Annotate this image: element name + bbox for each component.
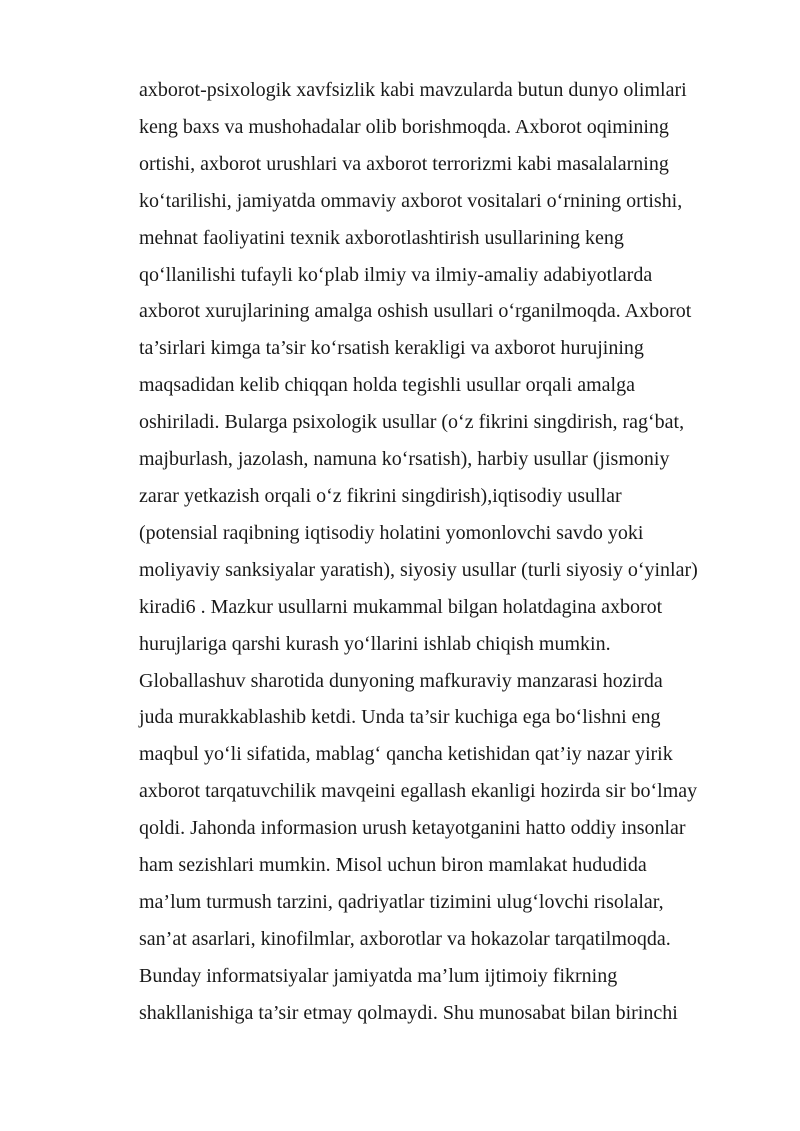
text-line: qo‘llanilishi tufayli ko‘plab ilmiy va ilmiy-amaliy adabiyotlarda bbox=[139, 263, 653, 286]
text-line: oshiriladi. Bularga psixologik usullar (o‘z fikrini singdirish, rag‘bat, bbox=[139, 411, 685, 434]
text-line: Globallashuv sharotida dunyoning mafkuraviy manzarasi hozirda bbox=[139, 669, 663, 692]
text-line: mehnat faoliyatini texnik axborotlashtirish usullarining keng bbox=[139, 226, 624, 249]
text-line: juda murakkablashib ketdi. Unda ta’sir kuchiga ega bo‘lishni eng bbox=[139, 706, 661, 729]
text-line: qoldi. Jahonda informasion urush ketayotganini hatto oddiy insonlar bbox=[139, 817, 686, 840]
text-line: ko‘tarilishi, jamiyatda ommaviy axborot vositalari o‘rnining ortishi, bbox=[139, 189, 683, 212]
text-line: ortishi, axborot urushlari va axborot terrorizmi kabi masalalarning bbox=[139, 152, 669, 175]
text-line: ham sezishlari mumkin. Misol uchun biron mamlakat hududida bbox=[139, 854, 647, 877]
text-line: ta’sirlari kimga ta’sir ko‘rsatish kerakligi va axborot hurujining bbox=[139, 337, 644, 360]
text-line: Bunday informatsiyalar jamiyatda ma’lum ijtimoiy fikrning bbox=[139, 964, 618, 987]
text-line: san’at asarlari, kinofilmlar, axborotlar va hokazolar tarqatilmoqda. bbox=[139, 927, 671, 950]
body-paragraph bbox=[139, 72, 759, 1032]
text-line: hurujlariga qarshi kurash yo‘llarini ishlab chiqish mumkin. bbox=[139, 632, 611, 655]
text-line: maqbul yo‘li sifatida, mablag‘ qancha ketishidan qat’iy nazar yirik bbox=[139, 743, 673, 766]
text-line: keng baxs va mushohadalar olib borishmoqda. Axborot oqimining bbox=[139, 115, 669, 138]
text-line: axborot-psixologik xavfsizlik kabi mavzularda butun dunyo olimlari bbox=[139, 79, 687, 101]
text-line: axborot xurujlarining amalga oshish usullari o‘rganilmoqda. Axborot bbox=[139, 300, 692, 323]
text-line: zarar yetkazish orqali o‘z fikrini singdirish),iqtisodiy usullar bbox=[139, 484, 622, 507]
text-line: ma’lum turmush tarzini, qadriyatlar tizimini ulug‘lovchi risolalar, bbox=[139, 890, 664, 913]
text-line: shakllanishiga ta’sir etmay qolmaydi. Shu munosabat bilan birinchi bbox=[139, 1001, 678, 1024]
text-line: axborot tarqatuvchilik mavqeini egallash ekanligi hozirda sir bo‘lmay bbox=[139, 780, 698, 803]
text-line: (potensial raqibning iqtisodiy holatini yomonlovchi savdo yoki bbox=[139, 521, 644, 544]
text-line: maqsadidan kelib chiqqan holda tegishli usullar orqali amalga bbox=[139, 374, 635, 397]
text-line: majburlash, jazolash, namuna ko‘rsatish), harbiy usullar (jismoniy bbox=[139, 448, 670, 471]
text-line: kiradi6 . Mazkur usullarni mukammal bilgan holatdagina axborot bbox=[139, 595, 663, 618]
text-line: moliyaviy sanksiyalar yaratish), siyosiy usullar (turli siyosiy o‘yinlar) bbox=[139, 558, 698, 581]
